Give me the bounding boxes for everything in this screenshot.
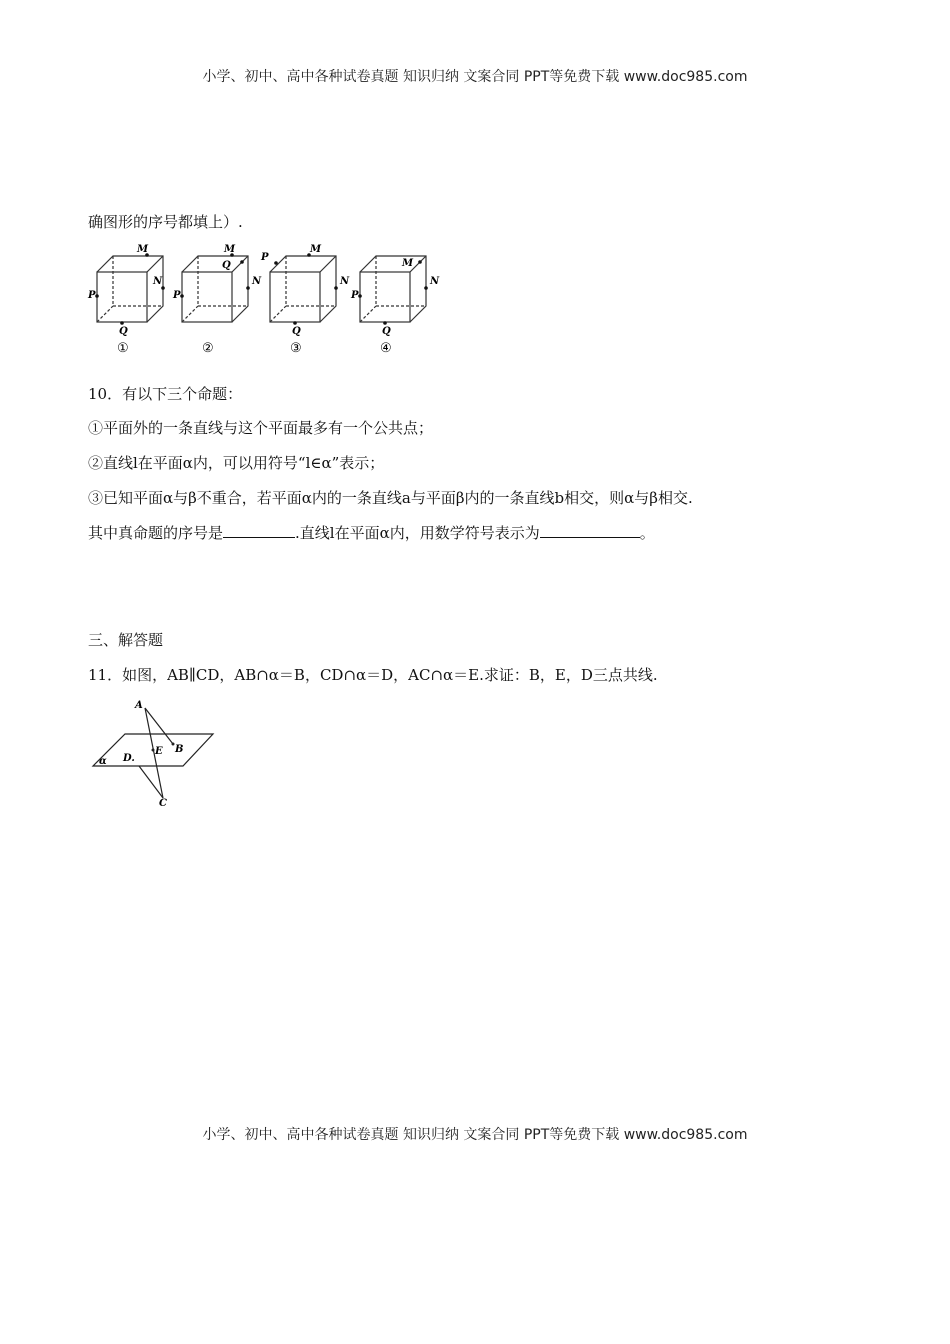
point-label: Q — [292, 326, 301, 337]
label-D: D. — [123, 753, 135, 764]
point-label: M — [137, 244, 149, 255]
point-dot — [246, 286, 250, 290]
q11-plane-figure — [85, 690, 225, 810]
figure-number: ② — [202, 341, 214, 356]
figure-number: ① — [117, 341, 129, 356]
point-label: P — [261, 252, 269, 263]
point-label: N — [340, 276, 350, 287]
page-header: 小学、初中、高中各种试卷真题 知识归纳 文案合同 PPT等免费下载 www.doc985.com — [202, 69, 748, 85]
point-dot — [424, 286, 428, 290]
point-label: P — [173, 290, 181, 301]
q10-item-1: ①平面外的一条直线与这个平面最多有一个公共点； — [88, 419, 434, 437]
label-alpha: α — [99, 756, 107, 767]
page-footer: 小学、初中、高中各种试卷真题 知识归纳 文案合同 PPT等免费下载 www.doc985.com — [202, 1127, 748, 1143]
point-label: M — [224, 244, 236, 255]
q10-title: 10．有以下三个命题： — [88, 385, 243, 403]
q10-ask-c: 。 — [639, 524, 655, 542]
label-A: A — [135, 700, 143, 711]
point-dot — [358, 294, 362, 298]
point-dot — [274, 261, 278, 265]
label-E: E — [155, 746, 163, 757]
label-C: C — [159, 798, 167, 809]
q10-ask-a: 其中真命题的序号是 — [88, 524, 224, 542]
answer-blank-2[interactable] — [540, 523, 640, 538]
point-label: Q — [222, 260, 231, 271]
point-label: Q — [119, 326, 128, 337]
point-dot — [293, 321, 297, 325]
q9-text-tail: 确图形的序号都填上）. — [88, 213, 243, 231]
q10-ask-b: .直线l在平面α内，用数学符号表示为 — [295, 524, 540, 542]
point-label: P — [88, 290, 96, 301]
figure-number: ④ — [380, 341, 392, 356]
q9-cube-figures — [0, 0, 470, 360]
q10-question — [88, 523, 655, 543]
cube-figure-4 — [350, 256, 440, 356]
q10-item-3: ③已知平面α与β不重合，若平面α内的一条直线a与平面β内的一条直线b相交，则α与β相交. — [88, 489, 693, 507]
q11-text: 11．如图，AB∥CD，AB∩α＝B，CD∩α＝D，AC∩α＝E.求证：B，E，D三点共线. — [88, 666, 658, 684]
point-label: N — [153, 276, 163, 287]
cube-figure-2 — [172, 244, 262, 356]
point-label: N — [430, 276, 440, 287]
point-label: N — [252, 276, 262, 287]
point-label: Q — [382, 326, 391, 337]
point-dot — [334, 286, 338, 290]
point-label: P — [351, 290, 359, 301]
point-dot — [180, 294, 184, 298]
cube-figure-3 — [260, 244, 350, 356]
point-dot — [240, 260, 244, 264]
point-dot — [418, 260, 422, 264]
point-label: M — [310, 244, 322, 255]
q10-item-2: ②直线l在平面α内，可以用符号“l∈α”表示； — [88, 454, 385, 472]
answer-blank-1[interactable] — [223, 523, 295, 538]
point-dot — [383, 321, 387, 325]
label-B: B — [175, 744, 184, 755]
cube-figure-1 — [87, 244, 165, 356]
point-dot — [95, 294, 99, 298]
figure-number: ③ — [290, 341, 302, 356]
point-label: M — [402, 258, 414, 269]
point-dot — [120, 321, 124, 325]
section-heading: 三、解答题 — [88, 631, 164, 649]
